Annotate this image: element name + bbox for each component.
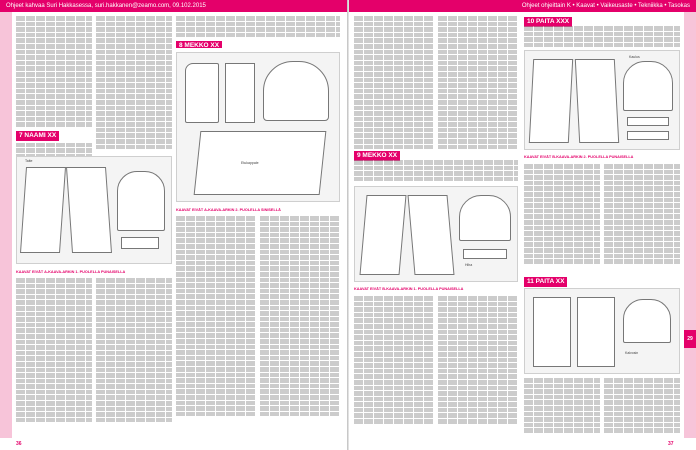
pattern-piece (408, 195, 455, 275)
pattern-piece (459, 195, 511, 241)
left-column-3b (260, 216, 340, 434)
left-column-2-lower (96, 278, 172, 434)
pattern-piece (225, 63, 255, 123)
pattern-diagram-9 (354, 186, 518, 282)
pattern-diagram-8 (176, 52, 340, 202)
right-column-2-top (438, 16, 518, 156)
page-gutter (347, 0, 349, 450)
section-7-heading: 7 NAAMI XX (16, 131, 59, 141)
pattern-piece (627, 117, 669, 126)
pattern-piece (533, 297, 571, 367)
right-page-number: 37 (668, 441, 674, 447)
pattern-piece (575, 59, 619, 143)
left-page-number: 36 (16, 441, 22, 447)
section-9-intro (354, 160, 518, 184)
right-column-2-lower (438, 296, 518, 434)
right-header: Ohjeet ohjeittain K • Kaavat • Vaikeusaste • Tekniikka • Tasokas (348, 0, 696, 12)
fold-label: Taite (25, 159, 33, 163)
pattern-piece (463, 249, 507, 259)
pattern-caption-1: KAAVAT EIVÄT A-KAAVA-ARKIN 1. PUOLELLA PUNAISELLA (16, 270, 126, 274)
pattern-caption-2: KAAVAT EIVÄT A-KAAVA-ARKIN 2. PUOLELLA SINISELLÄ (176, 208, 281, 212)
pattern-diagram-11 (524, 288, 680, 374)
pattern-caption-4: KAAVAT EIVÄT B-KAAVA-ARKIN 2. PUOLELLA PUNAISELLA (524, 155, 634, 159)
pattern-piece (360, 195, 407, 275)
pattern-piece (117, 171, 165, 231)
pattern-piece (263, 61, 329, 121)
pattern-piece (185, 63, 219, 123)
section-10-heading: 10 PAITA XXX (524, 17, 572, 27)
pattern-piece (121, 237, 159, 249)
right-column-3a (524, 164, 600, 272)
right-column-4b (604, 378, 680, 434)
front-label: Etukappale (241, 161, 259, 165)
right-column-4a (524, 378, 600, 434)
pattern-piece (623, 299, 671, 343)
section-10-intro (524, 26, 680, 48)
pattern-caption-3: KAAVAT EIVÄT B-KAAVA-ARKIN 1. PUOLELLA PUNAISELLA (354, 287, 464, 291)
pattern-piece (529, 59, 573, 143)
pattern-diagram-10 (524, 50, 680, 150)
collar-label: Kaulus (629, 55, 640, 59)
left-column-1-lower (16, 278, 92, 434)
pattern-piece (577, 297, 615, 367)
pattern-piece (623, 61, 673, 111)
pattern-piece (194, 131, 327, 195)
pattern-piece (66, 167, 112, 253)
section-8-heading: 8 MEKKO XX (176, 41, 222, 48)
section-9-heading: 9 MEKKO XX (354, 151, 400, 161)
pattern-piece (627, 131, 669, 140)
section-11-heading: 11 PAITA XX (524, 277, 567, 287)
left-header: Ohjeet kahvaa Suri Hakkasessa, suri.hakkanen@zeamo.com, 09.102.2015 (0, 0, 348, 12)
right-column-1-lower (354, 296, 434, 434)
pattern-piece (20, 167, 66, 253)
pattern-diagram-7 (16, 156, 172, 264)
left-column-3-top (176, 16, 340, 48)
right-side-strip (684, 12, 696, 438)
right-column-1-top (354, 16, 434, 156)
section-tab: 29 (684, 330, 696, 348)
right-column-3b (604, 164, 680, 272)
cuff-label: Kalvosin (625, 351, 639, 355)
left-column-3a (176, 216, 256, 434)
sleeve-label: Hiha (465, 263, 473, 267)
left-side-strip (0, 12, 12, 438)
